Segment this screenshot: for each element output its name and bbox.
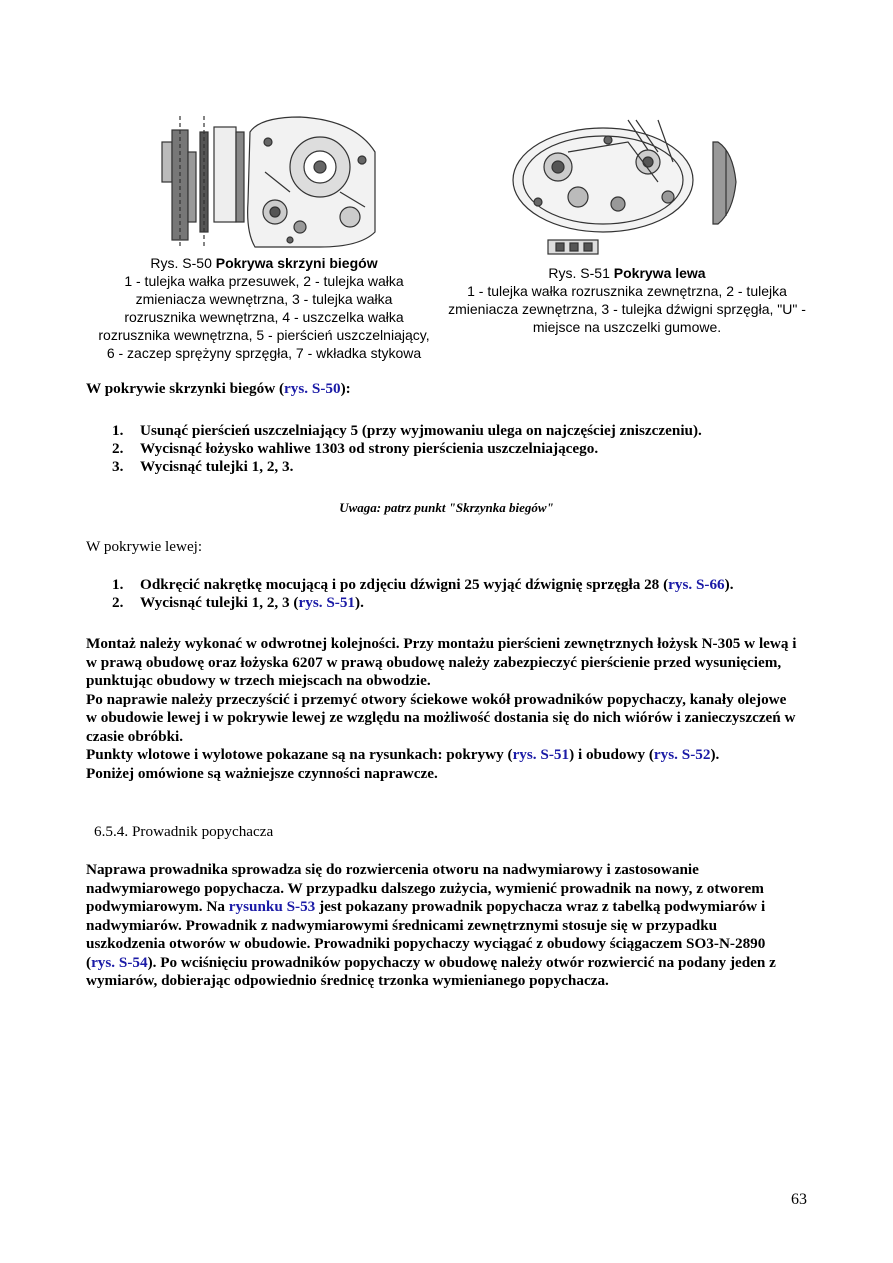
list-item (112, 440, 702, 458)
section654-text: ). Po wciśnięciu prowadników popychaczy w obudowę należy otwór rozwiercić na podany jeden z wymiarów, dobierając odpowiednio średnicę trzonka wymienianego popychacza. (86, 953, 776, 989)
link-rys-s51[interactable]: rys. S-51 (298, 594, 356, 611)
figure-s51-drawing (508, 112, 748, 264)
step-number: 1. (112, 576, 124, 593)
figure-s50-description: 1 - tulejka wałka przesuwek, 2 - tulejka wałka zmieniacza wewnętrzna, 3 - tulejka wałka rozrusznika wewnętrzna, 4 - uszczelka wałka rozrusznika wewnętrzna, 5 - pierścień uszczelniający, 6 - zaczep sprężyny sprzęgła, 7 - wkładka stykowa (98, 273, 430, 361)
list-item (112, 576, 734, 594)
figure-s50-title: Pokrywa skrzyni biegów (215, 255, 378, 271)
section654-text: Naprawa prowadnika sprowadza się do rozwiercenia otworu na nadwymiarowy i zastosowanie nadwymiarowego popychacza. W przypadku dalszego zużycia, wymienić prowadnik na nowy, z otworem podwymiarowym. Na (86, 861, 764, 915)
montaz-p2: Po naprawie należy przeczyścić i przemyć otwory ściekowe wokół prowadników popychaczy, kanały olejowe w obudowie lewej i w pokrywie lewej ze względu na możliwość dostania się do nich wiórów i zanieczyszczeń w czasie obróbki. (86, 690, 796, 745)
figure-s51-title-prefix: Rys. S-51 (548, 265, 614, 281)
step-text: Usunąć pierścień uszczelniający 5 (przy wyjmowaniu ulega on najczęściej zniszczeniu). (140, 422, 702, 439)
note-skrzynka-biegow: Uwaga: patrz punkt "Skrzynka biegów" (339, 500, 554, 515)
montaz-p3-text: ) i obudowy ( (569, 746, 654, 763)
figure-s50-caption (98, 254, 430, 362)
step-number: 2. (112, 594, 124, 611)
step-text: Odkręcić nakrętkę mocującą i po zdjęciu dźwigni 25 wyjąć dźwignię sprzęgła 28 ( (140, 576, 669, 593)
link-rys-s66[interactable]: rys. S-66 (668, 576, 725, 593)
montaz-p3-text: Punkty wlotowe i wylotowe pokazane są na rysunkach: pokrywy ( (86, 746, 513, 763)
figure-s50-drawing (150, 112, 382, 252)
section1-intro (86, 380, 351, 399)
montaz-p3 (86, 746, 801, 765)
page-number: 63 (791, 1191, 807, 1208)
step-text: Wycisnąć tulejki 1, 2, 3. (140, 458, 294, 475)
link-rys-s52[interactable]: rys. S-52 (653, 746, 711, 763)
montaz-p3-text: ). (710, 746, 720, 763)
link-rys-s51[interactable]: rys. S-51 (512, 746, 570, 763)
figure-s51-description: 1 - tulejka wałka rozrusznika zewnętrzna, 2 - tulejka zmieniacza zewnętrzna, 3 - tulejka dźwigni sprzęgła, "U" - miejsce na uszczelki gumowe. (448, 283, 806, 335)
section654-text: jest pokazany prowadnik popychacza wraz z tabelką podwymiarów i nadwymiarów. Prowadnik z nadwymiarowymi średnicami zewnętrznymi stosuje się w przypadku uszkodzenia otworów w obudowie. Prowadniki popychaczy wyciągać z obudowy ściągaczem SO3-N-2890 ( (86, 898, 766, 971)
link-rys-s50[interactable]: rys. S-50 (284, 380, 341, 397)
step-number: 2. (112, 440, 124, 457)
figure-s51-caption (446, 264, 808, 336)
list-item (112, 458, 702, 476)
step-text-end: ). (355, 594, 364, 611)
section-heading-654: 6.5.4. Prowadnik popychacza (94, 823, 274, 840)
montaz-p1: Montaż należy wykonać w odwrotnej kolejności. Przy montażu pierścieni zewnętrznych łożysk N-305 w lewą i w prawą obudowę oraz łożyska 6207 w prawą obudowę należy zabezpieczyć pierścienie przed wysunięciem, punktując obudowy w trzech miejscach na obwodzie. (86, 635, 797, 689)
section2-steps (112, 576, 734, 612)
figure-s51-title: Pokrywa lewa (613, 265, 706, 281)
montaz-paragraphs (86, 635, 801, 783)
list-item (112, 594, 734, 612)
section1-intro-text: W pokrywie skrzynki biegów ( (86, 380, 285, 397)
step-number: 3. (112, 458, 124, 475)
link-rysunek-s53[interactable]: rysunku S-53 (228, 898, 316, 915)
section1-intro-end: ): (340, 380, 351, 397)
step-text: Wycisnąć tulejki 1, 2, 3 ( (140, 594, 299, 611)
link-rys-s54[interactable]: rys. S-54 (91, 953, 148, 971)
section1-steps (112, 422, 702, 476)
list-item (112, 422, 702, 440)
step-text-end: ). (724, 576, 734, 593)
step-number: 1. (112, 422, 124, 439)
montaz-p4: Poniżej omówione są ważniejsze czynności naprawcze. (86, 764, 438, 782)
section654-paragraph (86, 861, 796, 991)
step-text: Wycisnąć łożysko wahliwe 1303 od strony pierścienia uszczelniającego. (140, 440, 599, 457)
section2-intro: W pokrywie lewej: (86, 538, 203, 555)
figure-s50-title-prefix: Rys. S-50 (150, 255, 216, 271)
